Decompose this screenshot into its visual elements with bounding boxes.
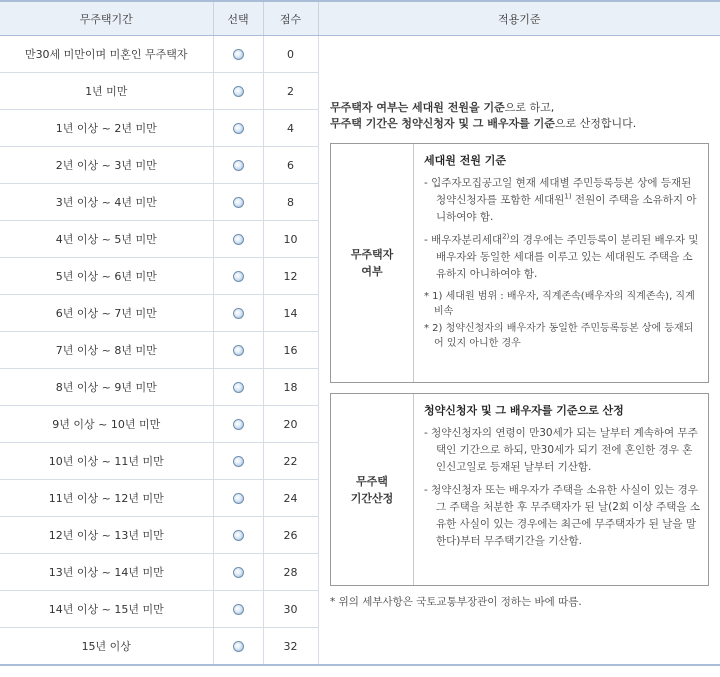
select-cell	[213, 591, 263, 628]
period-label: 1년 미만	[0, 73, 213, 110]
period-label: 8년 이상 ~ 9년 미만	[0, 369, 213, 406]
homeless-status-label-line2: 여부	[361, 265, 383, 278]
select-cell	[213, 36, 263, 73]
footnote: * 위의 세부사항은 국토교통부장관이 정하는 바에 따름.	[330, 596, 582, 608]
period-label: 14년 이상 ~ 15년 미만	[0, 591, 213, 628]
radio-button[interactable]	[233, 86, 244, 97]
item2-sup: 2)	[502, 232, 510, 241]
select-cell	[213, 480, 263, 517]
header-select: 선택	[213, 1, 263, 36]
homeless-period-calc-label	[331, 394, 414, 585]
homeless-status-label	[331, 144, 414, 382]
item1-text-a: - 입주자모집공고일 현재 세대별 주민등록등본 상에 등재된 청약신청자를 포함한 세대원	[424, 177, 692, 206]
homeless-status-note-2: * 2) 청약신청자의 배우자가 동일한 주민등록등본 상에 등재되어 있지 아니한 경우	[424, 323, 694, 349]
radio-button[interactable]	[233, 197, 244, 208]
item1-text-b: 전원이 주택을 소유하지 아니하여야 함.	[436, 194, 697, 223]
score-value: 30	[263, 591, 318, 628]
score-value: 12	[263, 258, 318, 295]
select-cell	[213, 332, 263, 369]
radio-button[interactable]	[233, 493, 244, 504]
period-label: 12년 이상 ~ 13년 미만	[0, 517, 213, 554]
radio-button[interactable]	[233, 382, 244, 393]
score-value: 24	[263, 480, 318, 517]
homeless-status-item-2	[424, 232, 700, 283]
select-cell	[213, 628, 263, 666]
score-value: 6	[263, 147, 318, 184]
period-label: 11년 이상 ~ 12년 미만	[0, 480, 213, 517]
radio-button[interactable]	[233, 123, 244, 134]
score-value: 14	[263, 295, 318, 332]
homeless-status-item-1	[424, 175, 700, 226]
select-cell	[213, 73, 263, 110]
radio-button[interactable]	[233, 308, 244, 319]
period-label: 2년 이상 ~ 3년 미만	[0, 147, 213, 184]
select-cell	[213, 554, 263, 591]
score-value: 4	[263, 110, 318, 147]
radio-button[interactable]	[233, 160, 244, 171]
header-score: 점수	[263, 1, 318, 36]
calc-label-line2: 기간산정	[350, 491, 394, 505]
header-criteria: 적용기준	[318, 1, 720, 36]
period-label: 7년 이상 ~ 8년 미만	[0, 332, 213, 369]
score-value: 8	[263, 184, 318, 221]
item2-text-b: 의 경우에는 주민등록이 분리된 배우자 및 배우자와 동일한 세대를 이루고 있는 세대원도 주택을 소유하지 아니하여야 함.	[436, 234, 699, 280]
select-cell	[213, 147, 263, 184]
select-cell	[213, 295, 263, 332]
period-label: 6년 이상 ~ 7년 미만	[0, 295, 213, 332]
period-label: 4년 이상 ~ 5년 미만	[0, 221, 213, 258]
homeless-status-box	[330, 143, 709, 383]
radio-button[interactable]	[233, 604, 244, 615]
period-label: 15년 이상	[0, 628, 213, 666]
radio-button[interactable]	[233, 345, 244, 356]
intro-line1-bold: 무주택자 여부는 세대원 전원을 기준	[330, 101, 505, 114]
score-value: 10	[263, 221, 318, 258]
homeless-period-calc-content	[424, 394, 700, 585]
homeless-period-calc-item-2: - 청약신청자 또는 배우자가 주택을 소유한 사실이 있는 경우 그 주택을 처분한 후 무주택자가 된 날(2회 이상 주택을 소유한 사실이 있는 경우에는 최근에 무주택자가 된 날을 말한다)부터 무주택기간을 기산함.	[424, 484, 700, 547]
radio-button[interactable]	[233, 456, 244, 467]
radio-button[interactable]	[233, 49, 244, 60]
period-label: 1년 이상 ~ 2년 미만	[0, 110, 213, 147]
period-label: 9년 이상 ~ 10년 미만	[0, 406, 213, 443]
item2-text-a: - 배우자분리세대	[424, 234, 503, 246]
score-value: 22	[263, 443, 318, 480]
homeless-period-calc-heading: 청약신청자 및 그 배우자를 기준으로 산정	[424, 404, 624, 417]
table-header-row	[0, 1, 720, 36]
item1-sup: 1)	[564, 192, 572, 201]
radio-button[interactable]	[233, 271, 244, 282]
select-cell	[213, 369, 263, 406]
score-value: 26	[263, 517, 318, 554]
radio-button[interactable]	[233, 234, 244, 245]
period-label: 10년 이상 ~ 11년 미만	[0, 443, 213, 480]
homeless-period-calc-item-1: - 청약신청자의 연령이 만30세가 되는 날부터 계속하여 무주택인 기간으로 하되, 만30세가 되기 전에 혼인한 경우 혼인신고일로 등재된 날부터 기산함.	[424, 427, 698, 473]
select-cell	[213, 517, 263, 554]
select-cell	[213, 110, 263, 147]
score-value: 20	[263, 406, 318, 443]
homeless-status-heading: 세대원 전원 기준	[424, 154, 507, 167]
homeless-status-content	[424, 144, 700, 382]
score-value: 16	[263, 332, 318, 369]
intro-line2-bold: 무주택 기간은 청약신청자 및 그 배우자를 기준	[330, 117, 555, 130]
select-cell	[213, 184, 263, 221]
homeless-status-label-line1: 무주택자	[350, 248, 394, 261]
score-value: 18	[263, 369, 318, 406]
homeless-period-calc-box	[330, 393, 709, 586]
radio-button[interactable]	[233, 530, 244, 541]
radio-button[interactable]	[233, 567, 244, 578]
calc-label-line1: 무주택	[356, 474, 388, 488]
period-label: 3년 이상 ~ 4년 미만	[0, 184, 213, 221]
intro-line1-rest: 으로 하고,	[504, 101, 555, 114]
select-cell	[213, 258, 263, 295]
score-value: 0	[263, 36, 318, 73]
homeless-status-note-1: * 1) 세대원 범위 : 배우자, 직계존속(배우자의 직계존속), 직계비속	[424, 291, 695, 317]
select-cell	[213, 406, 263, 443]
score-value: 2	[263, 73, 318, 110]
select-cell	[213, 221, 263, 258]
period-label: 5년 이상 ~ 6년 미만	[0, 258, 213, 295]
radio-button[interactable]	[233, 641, 244, 652]
period-label: 만30세 미만이며 미혼인 무주택자	[0, 36, 213, 73]
select-cell	[213, 443, 263, 480]
table-row	[0, 36, 720, 73]
score-value: 28	[263, 554, 318, 591]
header-period: 무주택기간	[0, 1, 213, 36]
radio-button[interactable]	[233, 419, 244, 430]
score-value: 32	[263, 628, 318, 666]
intro-line2-rest: 으로 산정합니다.	[554, 117, 637, 130]
criteria-intro	[330, 100, 715, 132]
period-label: 13년 이상 ~ 14년 미만	[0, 554, 213, 591]
